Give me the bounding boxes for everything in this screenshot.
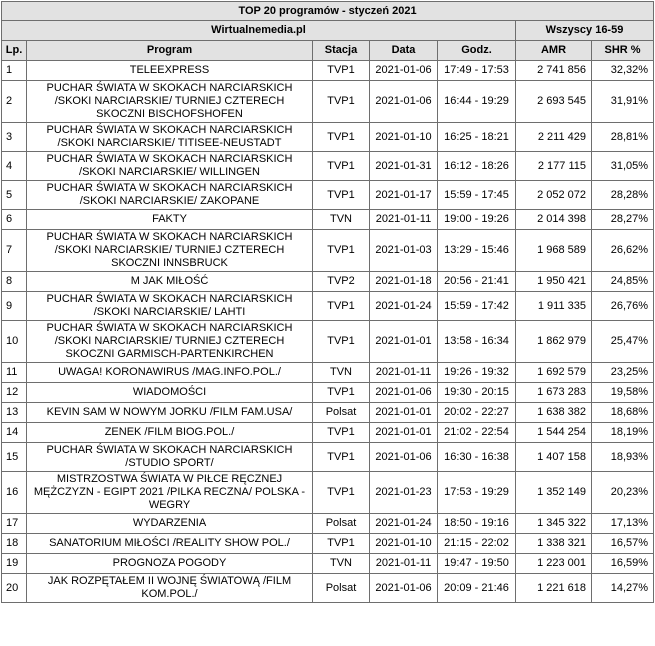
cell-amr: 2 014 398 (516, 210, 592, 230)
col-header-time: Godz. (438, 41, 516, 61)
table-row (2, 574, 654, 603)
cell-date: 2021-01-24 (370, 292, 438, 321)
cell-shr: 31,91% (592, 81, 654, 123)
table-title: TOP 20 programów - styczeń 2021 (2, 2, 654, 21)
cell-shr: 16,57% (592, 534, 654, 554)
cell-date: 2021-01-11 (370, 363, 438, 383)
cell-time: 21:02 - 22:54 (438, 423, 516, 443)
cell-time: 19:47 - 19:50 (438, 554, 516, 574)
cell-lp: 19 (2, 554, 27, 574)
cell-program: WIADOMOŚCI (27, 383, 313, 403)
cell-amr: 2 052 072 (516, 181, 592, 210)
cell-station: TVP1 (313, 292, 370, 321)
cell-station: TVP1 (313, 383, 370, 403)
cell-amr: 1 692 579 (516, 363, 592, 383)
cell-amr: 1 544 254 (516, 423, 592, 443)
table-row (2, 423, 654, 443)
cell-date: 2021-01-01 (370, 403, 438, 423)
cell-station: TVP1 (313, 152, 370, 181)
cell-shr: 28,27% (592, 210, 654, 230)
cell-lp: 16 (2, 472, 27, 514)
table-row (2, 272, 654, 292)
cell-date: 2021-01-23 (370, 472, 438, 514)
cell-station: Polsat (313, 514, 370, 534)
cell-shr: 18,19% (592, 423, 654, 443)
cell-amr: 2 693 545 (516, 81, 592, 123)
cell-lp: 2 (2, 81, 27, 123)
table-row (2, 81, 654, 123)
cell-program: WYDARZENIA (27, 514, 313, 534)
cell-amr: 1 673 283 (516, 383, 592, 403)
cell-time: 13:29 - 15:46 (438, 230, 516, 272)
cell-program: KEVIN SAM W NOWYM JORKU /FILM FAM.USA/ (27, 403, 313, 423)
cell-time: 13:58 - 16:34 (438, 321, 516, 363)
cell-station: TVP1 (313, 123, 370, 152)
audience-group-label: Wszyscy 16-59 (516, 21, 654, 41)
cell-station: TVN (313, 210, 370, 230)
table-row (2, 181, 654, 210)
cell-shr: 18,93% (592, 443, 654, 472)
cell-date: 2021-01-11 (370, 210, 438, 230)
cell-lp: 6 (2, 210, 27, 230)
cell-shr: 31,05% (592, 152, 654, 181)
col-header-shr: SHR % (592, 41, 654, 61)
cell-amr: 1 911 335 (516, 292, 592, 321)
cell-date: 2021-01-06 (370, 383, 438, 403)
cell-station: TVP1 (313, 61, 370, 81)
cell-station: TVP1 (313, 81, 370, 123)
cell-time: 19:00 - 19:26 (438, 210, 516, 230)
cell-lp: 4 (2, 152, 27, 181)
col-header-date: Data (370, 41, 438, 61)
cell-date: 2021-01-18 (370, 272, 438, 292)
cell-lp: 20 (2, 574, 27, 603)
ratings-table (1, 1, 654, 603)
cell-date: 2021-01-10 (370, 123, 438, 152)
cell-time: 16:30 - 16:38 (438, 443, 516, 472)
cell-date: 2021-01-10 (370, 534, 438, 554)
table-row (2, 514, 654, 534)
cell-program: FAKTY (27, 210, 313, 230)
cell-station: TVP2 (313, 272, 370, 292)
cell-time: 21:15 - 22:02 (438, 534, 516, 554)
cell-program: ZENEK /FILM BIOG.POL./ (27, 423, 313, 443)
cell-date: 2021-01-17 (370, 181, 438, 210)
cell-shr: 26,76% (592, 292, 654, 321)
cell-amr: 2 177 115 (516, 152, 592, 181)
cell-program: PUCHAR ŚWIATA W SKOKACH NARCIARSKICH /SKOKI NARCIARSKIE/ WILLINGEN (27, 152, 313, 181)
table-row (2, 230, 654, 272)
cell-time: 20:02 - 22:27 (438, 403, 516, 423)
cell-time: 15:59 - 17:42 (438, 292, 516, 321)
cell-program: SANATORIUM MIŁOŚCI /REALITY SHOW POL./ (27, 534, 313, 554)
cell-time: 16:25 - 18:21 (438, 123, 516, 152)
cell-date: 2021-01-03 (370, 230, 438, 272)
cell-amr: 1 950 421 (516, 272, 592, 292)
cell-program: UWAGA! KORONAWIRUS /MAG.INFO.POL./ (27, 363, 313, 383)
cell-lp: 18 (2, 534, 27, 554)
cell-shr: 25,47% (592, 321, 654, 363)
cell-amr: 2 211 429 (516, 123, 592, 152)
cell-shr: 23,25% (592, 363, 654, 383)
cell-shr: 19,58% (592, 383, 654, 403)
cell-program: PROGNOZA POGODY (27, 554, 313, 574)
cell-program: PUCHAR ŚWIATA W SKOKACH NARCIARSKICH /STUDIO SPORT/ (27, 443, 313, 472)
cell-date: 2021-01-31 (370, 152, 438, 181)
cell-lp: 5 (2, 181, 27, 210)
cell-shr: 24,85% (592, 272, 654, 292)
cell-shr: 16,59% (592, 554, 654, 574)
cell-station: TVP1 (313, 534, 370, 554)
cell-lp: 8 (2, 272, 27, 292)
cell-station: TVP1 (313, 321, 370, 363)
cell-lp: 1 (2, 61, 27, 81)
source-label: Wirtualnemedia.pl (2, 21, 516, 41)
cell-lp: 13 (2, 403, 27, 423)
col-header-amr: AMR (516, 41, 592, 61)
table-row (2, 61, 654, 81)
cell-shr: 32,32% (592, 61, 654, 81)
cell-lp: 15 (2, 443, 27, 472)
cell-amr: 1 638 382 (516, 403, 592, 423)
table-row (2, 443, 654, 472)
cell-time: 17:53 - 19:29 (438, 472, 516, 514)
cell-station: TVP1 (313, 443, 370, 472)
cell-time: 15:59 - 17:45 (438, 181, 516, 210)
cell-time: 16:44 - 19:29 (438, 81, 516, 123)
table-row (2, 383, 654, 403)
cell-shr: 28,28% (592, 181, 654, 210)
cell-shr: 14,27% (592, 574, 654, 603)
cell-station: TVN (313, 363, 370, 383)
cell-amr: 1 968 589 (516, 230, 592, 272)
cell-station: TVP1 (313, 181, 370, 210)
cell-lp: 12 (2, 383, 27, 403)
cell-program: M JAK MIŁOŚĆ (27, 272, 313, 292)
table-row (2, 363, 654, 383)
table-row (2, 534, 654, 554)
cell-time: 18:50 - 19:16 (438, 514, 516, 534)
cell-program: JAK ROZPĘTAŁEM II WOJNĘ ŚWIATOWĄ /FILM KOM.POL./ (27, 574, 313, 603)
cell-time: 17:49 - 17:53 (438, 61, 516, 81)
cell-time: 20:09 - 21:46 (438, 574, 516, 603)
cell-amr: 1 407 158 (516, 443, 592, 472)
cell-station: Polsat (313, 403, 370, 423)
cell-shr: 28,81% (592, 123, 654, 152)
cell-program: MISTRZOSTWA ŚWIATA W PIŁCE RĘCZNEJ MĘŻCZYZN - EGIPT 2021 /PILKA RECZNA/ POLSKA - WEGRY (27, 472, 313, 514)
cell-lp: 11 (2, 363, 27, 383)
cell-lp: 14 (2, 423, 27, 443)
cell-time: 19:30 - 20:15 (438, 383, 516, 403)
cell-program: PUCHAR ŚWIATA W SKOKACH NARCIARSKICH /SKOKI NARCIARSKIE/ ZAKOPANE (27, 181, 313, 210)
cell-date: 2021-01-06 (370, 81, 438, 123)
cell-program: PUCHAR ŚWIATA W SKOKACH NARCIARSKICH /SKOKI NARCIARSKIE/ LAHTI (27, 292, 313, 321)
table-row (2, 152, 654, 181)
cell-time: 16:12 - 18:26 (438, 152, 516, 181)
table-row (2, 321, 654, 363)
cell-date: 2021-01-01 (370, 321, 438, 363)
col-header-lp: Lp. (2, 41, 27, 61)
cell-amr: 2 741 856 (516, 61, 592, 81)
cell-date: 2021-01-24 (370, 514, 438, 534)
cell-program: TELEEXPRESS (27, 61, 313, 81)
cell-amr: 1 352 149 (516, 472, 592, 514)
cell-date: 2021-01-06 (370, 574, 438, 603)
table-row (2, 123, 654, 152)
cell-amr: 1 862 979 (516, 321, 592, 363)
cell-station: TVP1 (313, 472, 370, 514)
cell-amr: 1 345 322 (516, 514, 592, 534)
col-header-program: Program (27, 41, 313, 61)
table-row (2, 210, 654, 230)
cell-lp: 9 (2, 292, 27, 321)
cell-shr: 18,68% (592, 403, 654, 423)
cell-amr: 1 221 618 (516, 574, 592, 603)
cell-shr: 26,62% (592, 230, 654, 272)
table-row (2, 472, 654, 514)
cell-date: 2021-01-06 (370, 61, 438, 81)
cell-program: PUCHAR ŚWIATA W SKOKACH NARCIARSKICH /SKOKI NARCIARSKIE/ TURNIEJ CZTERECH SKOCZNI INNSBRUCK (27, 230, 313, 272)
cell-station: TVN (313, 554, 370, 574)
cell-station: TVP1 (313, 423, 370, 443)
cell-lp: 10 (2, 321, 27, 363)
cell-program: PUCHAR ŚWIATA W SKOKACH NARCIARSKICH /SKOKI NARCIARSKIE/ TITISEE-NEUSTADT (27, 123, 313, 152)
cell-lp: 3 (2, 123, 27, 152)
cell-time: 19:26 - 19:32 (438, 363, 516, 383)
cell-date: 2021-01-06 (370, 443, 438, 472)
cell-lp: 7 (2, 230, 27, 272)
cell-amr: 1 338 321 (516, 534, 592, 554)
cell-time: 20:56 - 21:41 (438, 272, 516, 292)
cell-program: PUCHAR ŚWIATA W SKOKACH NARCIARSKICH /SKOKI NARCIARSKIE/ TURNIEJ CZTERECH SKOCZNI GARMISCH-PARTENKIRCHEN (27, 321, 313, 363)
table-row (2, 554, 654, 574)
col-header-station: Stacja (313, 41, 370, 61)
cell-program: PUCHAR ŚWIATA W SKOKACH NARCIARSKICH /SKOKI NARCIARSKIE/ TURNIEJ CZTERECH SKOCZNI BISCHOFSHOFEN (27, 81, 313, 123)
cell-date: 2021-01-01 (370, 423, 438, 443)
table-row (2, 403, 654, 423)
cell-date: 2021-01-11 (370, 554, 438, 574)
table-row (2, 292, 654, 321)
cell-lp: 17 (2, 514, 27, 534)
cell-amr: 1 223 001 (516, 554, 592, 574)
cell-shr: 17,13% (592, 514, 654, 534)
cell-station: Polsat (313, 574, 370, 603)
cell-shr: 20,23% (592, 472, 654, 514)
cell-station: TVP1 (313, 230, 370, 272)
